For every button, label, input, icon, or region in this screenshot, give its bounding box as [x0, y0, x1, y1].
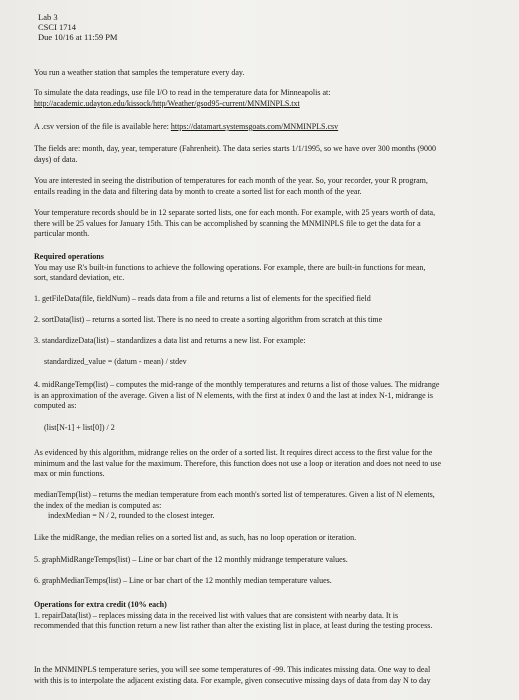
- csv-link[interactable]: https://datamart.systemsgoats.com/MNMINPLS.csv: [170, 122, 339, 131]
- records-text-3: particular month.: [34, 229, 90, 238]
- op5-text: 5. graphMidRangeTemps(list) – Line or bar chart of the 12 monthly midrange temperature values.: [34, 555, 348, 564]
- csv-line: [34, 122, 504, 133]
- evidenced-text-3: max or min functions.: [34, 469, 105, 478]
- intro-paragraph: [34, 68, 504, 79]
- fields-text-1: The fields are: month, day, year, temperature (Fahrenheit). The data series starts 1/1/1995, so we have over 300 months (9000: [34, 144, 437, 153]
- op4-text-2: is an approximation of the average. Given a list of N elements, with the first at index 0 and the last at index N-1, midrange is: [34, 390, 434, 400]
- lab-header: [38, 12, 508, 42]
- csv-paragraph: [34, 122, 504, 133]
- evidenced-paragraph: [34, 448, 504, 480]
- op4-text-3: computed as:: [34, 401, 77, 410]
- due-date: Due 10/16 at 11:59 PM: [38, 32, 118, 42]
- interest-text-2: entails reading in the data and filtering data by month to create a sorted list for each month of the year.: [34, 186, 362, 196]
- op3-item: [34, 336, 504, 347]
- records-text-1: Your temperature records should be in 12 separate sorted lists, one for each month. For example, with 25 years worth of data,: [34, 208, 436, 217]
- course-code: CSCI 1714: [38, 22, 77, 32]
- interest-paragraph: [34, 176, 504, 197]
- fields-text-2: days) of data.: [34, 154, 78, 164]
- op4-formula: [34, 423, 514, 434]
- weather-data-link[interactable]: http://academic.udayton.edu/kissock/http/Weather/gsod95-current/MNMINPLS.txt: [34, 98, 300, 108]
- op6-item: [34, 576, 504, 587]
- median-formula: indexMedian = N / 2, rounded to the closest integer.: [48, 511, 215, 520]
- simulate-text: To simulate the data readings, use file I/O to read in the temperature data for Minneapolis at:: [34, 88, 331, 97]
- required-text-2: sort, standard deviation, etc.: [34, 273, 125, 282]
- standardize-formula: standardized_value = (datum - mean) / stdev: [44, 357, 187, 366]
- intro-text: You run a weather station that samples the temperature every day.: [34, 68, 245, 77]
- evidenced-text-2: minimum and the last value for the maximum. Therefore, this function does not use a loop or iteration and does not need to use: [34, 458, 442, 468]
- op1-text: 1. getFileData(file, fieldNum) – reads data from a file and returns a list of elements for the specified field: [34, 294, 371, 303]
- midrange-formula: (list[N-1] + list[0]) / 2: [44, 423, 115, 432]
- extra-credit-section: [34, 600, 504, 632]
- minneapolis-paragraph: [34, 665, 504, 686]
- required-heading: Required operations: [34, 252, 104, 261]
- minneapolis-text-2: with this is to interpolate the adjacent existing data. For example, given consecutive missing days of data from day N to day: [34, 675, 431, 685]
- extra-text-2: recommended that this function return a new list rather than alter the existing list in place, at least during the testing process.: [34, 621, 433, 630]
- extra-credit-heading: Operations for extra credit (10% each): [34, 600, 167, 609]
- extra-text-1: 1. repairData(list) – replaces missing data in the received list with values that are consistent with nearby data. It is: [34, 610, 399, 620]
- op2-text: 2. sortData(list) – returns a sorted list. There is no need to create a sorting algorithm from scratch at this time: [34, 315, 383, 324]
- op2-item: [34, 315, 504, 326]
- op3-text: 3. standardizeData(list) – standardizes a data list and returns a new list. For example:: [34, 336, 306, 345]
- minneapolis-text-1: In the MNMINPLS temperature series, you will see some temperatures of -99. This indicates missing data. One way to deal: [34, 665, 431, 674]
- like-paragraph: [34, 533, 504, 544]
- op4-text-1: 4. midRangeTemp(list) – computes the mid-range of the monthly temperatures and returns a list of those values. The midrange: [34, 380, 440, 389]
- op4-item: [34, 380, 504, 412]
- records-text-2: there will be 25 values for January 15th. This can be accomplished by scanning the MNMINPLS file to get the data for a: [34, 218, 421, 228]
- records-paragraph: [34, 208, 504, 240]
- op5-item: [34, 555, 504, 566]
- simulate-paragraph: [34, 88, 504, 109]
- interest-text-1: You are interested in seeing the distribution of temperatures for each month of the year. So, your recorder, your R program,: [34, 176, 428, 185]
- median-text-2: the index of the median is computed as:: [34, 500, 162, 510]
- lab-title: Lab 3: [38, 12, 58, 22]
- op6-text: 6. graphMedianTemps(list) – Line or bar chart of the 12 monthly median temperature values.: [34, 576, 332, 585]
- required-section: [34, 252, 504, 284]
- op3-formula: [34, 357, 514, 368]
- fields-paragraph: [34, 144, 504, 165]
- median-item: [34, 490, 504, 522]
- evidenced-text-1: As evidenced by this algorithm, midrange relies on the order of a sorted list. It requires direct access to the first value for the: [34, 448, 433, 457]
- median-text-1: medianTemp(list) – returns the median temperature from each month's sorted list of temperatures. Given a list of N elements,: [34, 490, 435, 499]
- op1-item: [34, 294, 504, 305]
- like-text: Like the midRange, the median relies on a sorted list and, as such, has no loop operation or iteration.: [34, 533, 357, 542]
- csv-text: A .csv version of the file is available here:: [34, 122, 171, 131]
- required-text-1: You may use R's built-in functions to achieve the following operations. For example, there are built-in functions for mean,: [34, 262, 426, 272]
